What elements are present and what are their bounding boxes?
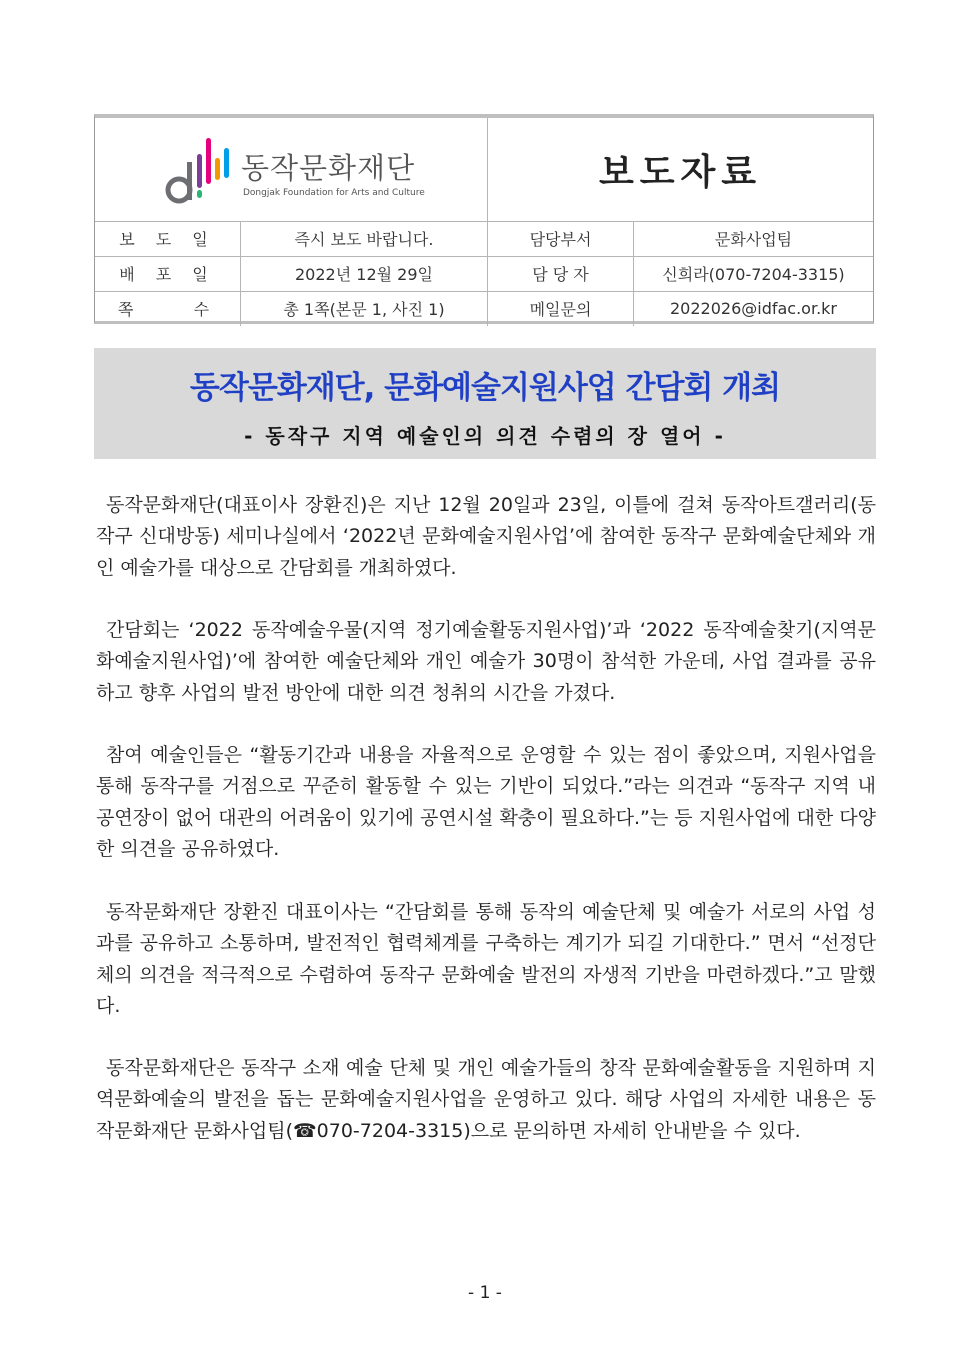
info-row-page-count: [95, 291, 873, 326]
doc-type-title: 보도자료: [598, 152, 763, 193]
header-top-row: [95, 118, 873, 222]
info-label: 담당부서: [488, 221, 634, 256]
body-paragraph-1: 동작문화재단(대표이사 장환진)은 지난 12월 20일과 23일, 이틀에 걸쳐 동작아트갤러리(동작구 신대방동) 세미나실에서 ‘2022년 문화예술지원사업’에 참여한 동작구 문화예술단체와 개인 예술가를 대상으로 간담회를 개최하였다.: [96, 494, 876, 579]
info-label: 보 도 일: [95, 221, 241, 256]
logo-area: [95, 118, 488, 221]
info-row-release-date: [95, 221, 873, 257]
page-number: - 1 -: [468, 1283, 502, 1303]
body-paragraph-2: 간담회는 ‘2022 동작예술우물(지역 정기예술활동지원사업)’과 ‘2022 동작예술찾기(지역문화예술지원사업)’에 참여한 예술단체와 개인 예술가 30명이 참석한 가운데, 사업 결과를 공유하고 향후 사업의 발전 방안에 대한 의견 청취의 시간을 가졌다.: [96, 619, 876, 704]
press-release-header: [94, 114, 874, 324]
body-paragraph-3: 참여 예술인들은 “활동기간과 내용을 자율적으로 운영할 수 있는 점이 좋았으며, 지원사업을 통해 동작구를 거점으로 꾸준히 활동할 수 있는 기반이 되었다.”라는 의견과 “동작구 지역 내 공연장이 없어 대관의 어려움이 있기에 공연시설 확충이 필요하다.”는 등 지원사업에 대한 다양한 의견을 공유하였다.: [96, 744, 876, 861]
info-value: 2022년 12월 29일: [241, 256, 488, 291]
headline-title: 동작문화재단, 문화예술지원사업 간담회 개최: [189, 370, 781, 406]
info-label: 담 당 자: [488, 256, 634, 291]
info-value: 즉시 보도 바랍니다.: [241, 221, 488, 256]
info-label: 배 포 일: [95, 256, 241, 291]
doc-type-area: [488, 118, 873, 221]
info-value: 신희라(070-7204-3315): [662, 265, 845, 284]
body-paragraph-5: 동작문화재단은 동작구 소재 예술 단체 및 개인 예술가들의 창작 문화예술활동을 지원하며 지역문화예술의 발전을 돕는 문화예술지원사업을 운영하고 있다. 해당 사업의 자세한 내용은 동작문화재단 문화사업팀(☎070-7204-3315)으로 문의하면 자세히 안내받을 수 있다.: [96, 1057, 876, 1142]
info-row-distribution-date: [95, 256, 873, 292]
info-label: 메일문의: [488, 291, 634, 326]
headline-subtitle: - 동작구 지역 예술인의 의견 수렴의 장 열어 -: [244, 424, 726, 448]
org-name: 동작문화재단: [241, 151, 416, 185]
contact-email: 2022026@idfac.or.kr: [669, 299, 837, 318]
org-english-name: Dongjak Foundation for Arts and Culture: [243, 188, 425, 198]
foundation-logo-icon: [163, 132, 233, 208]
body-paragraph-4: 동작문화재단 장환진 대표이사는 “간담회를 통해 동작의 예술단체 및 예술가 서로의 사업 성과를 공유하고 소통하며, 발전적인 협력체계를 구축하는 계기가 되길 기대한다.” 면서 “선정단체의 의견을 적극적으로 수렴하여 동작구 문화예술 발전의 자생적 기반을 마련하겠다.”고 말했다.: [96, 901, 876, 1018]
headline-band: [94, 348, 876, 459]
info-value: 문화사업팀: [714, 230, 793, 249]
info-value: 총 1쪽(본문 1, 사진 1): [241, 291, 488, 326]
info-label: 쪽 수: [95, 291, 241, 326]
